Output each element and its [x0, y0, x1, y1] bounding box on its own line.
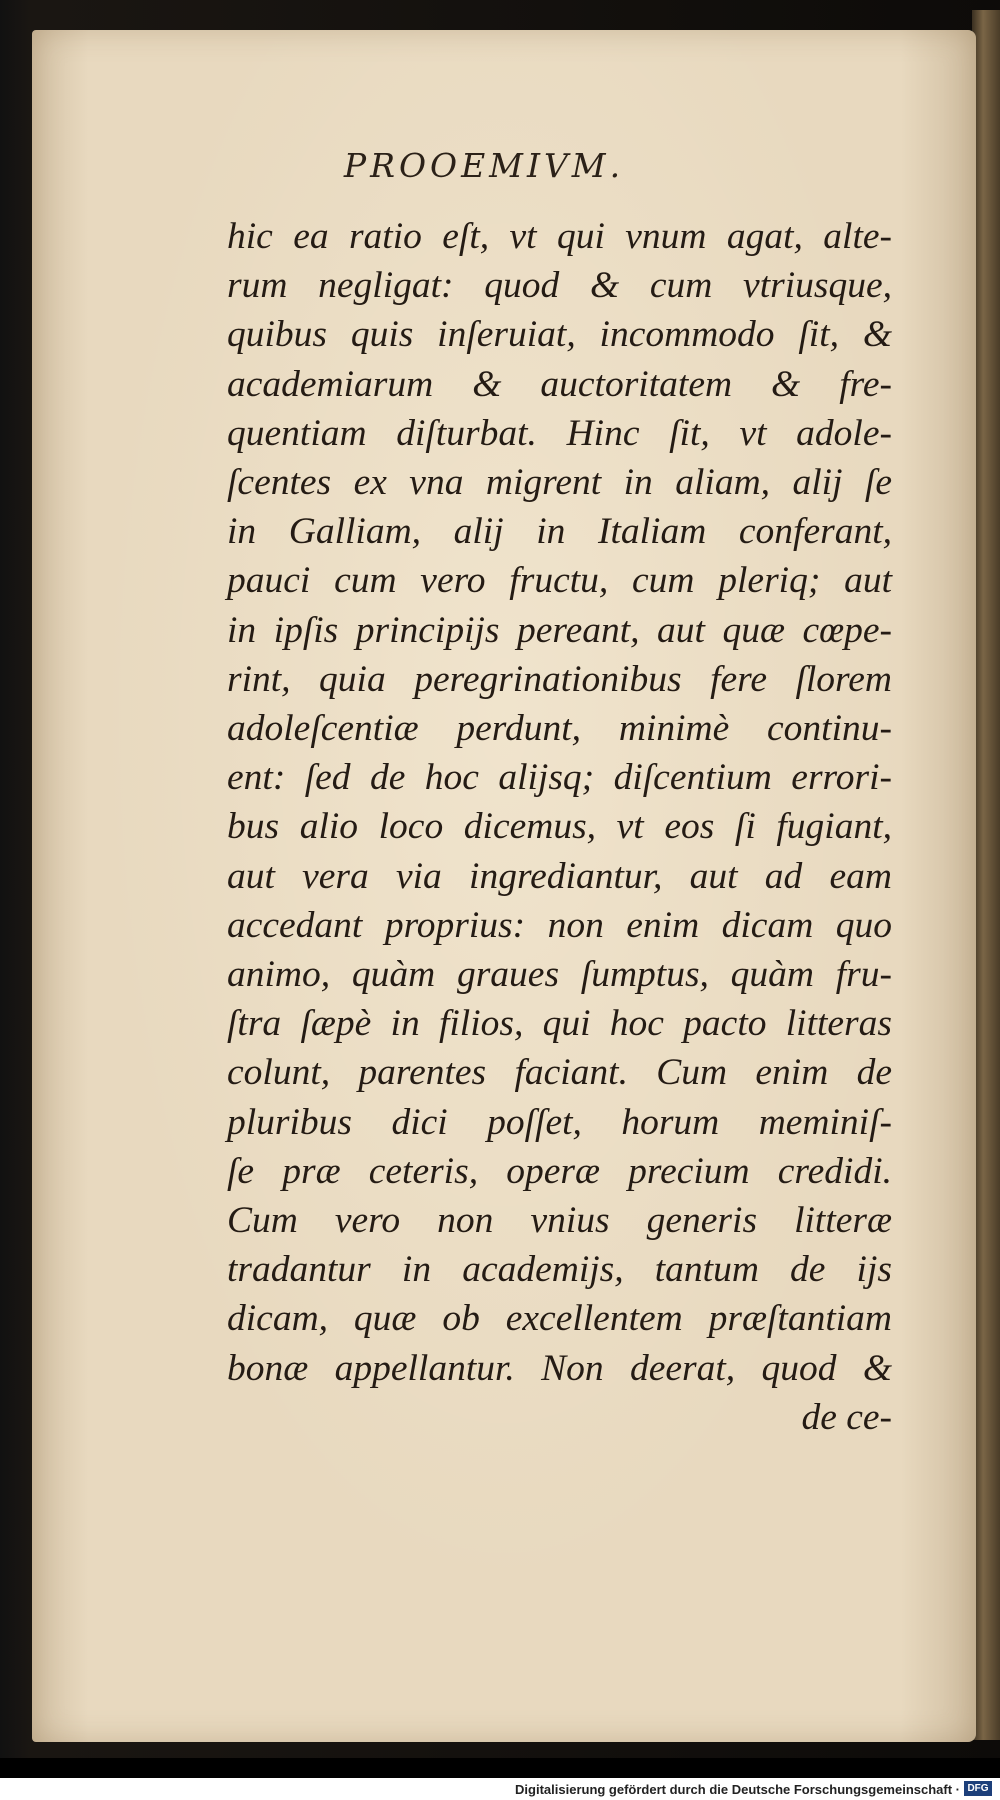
- body-text: [227, 212, 892, 1442]
- text-line: pauci cum vero fructu, cum pleriq; aut: [227, 560, 892, 602]
- book-page: [32, 30, 976, 1742]
- text-line: pluribus dici poſſet, horum meminiſ-: [227, 1101, 892, 1143]
- text-line: hic ea ratio eſt, vt qui vnum agat, alte-: [227, 216, 892, 257]
- text-line: aut vera via ingrediantur, aut ad eam: [227, 855, 892, 897]
- running-head: PROOEMIVM.: [343, 146, 625, 185]
- text-line: animo, quàm graues ſumptus, quàm fru-: [227, 954, 892, 996]
- text-line: tradantur in academijs, tantum de ijs: [227, 1249, 892, 1291]
- text-line: adoleſcentiæ perdunt, minimè continu-: [227, 708, 892, 750]
- text-line: in ipſis principijs pereant, aut quæ cœpe-: [227, 609, 892, 651]
- funding-credit: Digitalisierung gefördert durch die Deutsche Forschungsgemeinschaft ·: [515, 1782, 960, 1797]
- text-line: de ce-: [801, 1396, 892, 1438]
- dfg-logo: DFG: [964, 1781, 992, 1796]
- text-line: academiarum & auctoritatem & fre-: [227, 363, 892, 405]
- text-line: rint, quia peregrinationibus fere ſlorem: [227, 658, 892, 700]
- text-line: accedant proprius: non enim dicam quo: [227, 904, 892, 946]
- text-line: ſcentes ex vna migrent in aliam, alij ſe: [227, 462, 892, 504]
- text-line: quentiam diſturbat. Hinc ſit, vt adole-: [227, 412, 892, 454]
- text-line: Cum vero non vnius generis litteræ: [227, 1200, 892, 1242]
- text-line: bonæ appellantur. Non deerat, quod &: [227, 1347, 892, 1389]
- text-line: ſtra ſæpè in filios, qui hoc pacto litteras: [227, 1003, 892, 1045]
- text-line: dicam, quæ ob excellentem præſtantiam: [227, 1298, 892, 1340]
- text-line: bus alio loco dicemus, vt eos ſi fugiant,: [227, 806, 892, 848]
- text-line: ſe præ ceteris, operæ precium credidi.: [227, 1150, 892, 1192]
- text-line: ent: ſed de hoc alijsq; diſcentium errori-: [227, 757, 892, 799]
- text-line: in Galliam, alij in Italiam conferant,: [227, 511, 892, 553]
- text-line: rum negligat: quod & cum vtriusque,: [227, 265, 892, 307]
- page-edge: [972, 10, 1000, 1740]
- text-line: quibus quis inſeruiat, incommodo ſit, &: [227, 314, 892, 356]
- text-line: colunt, parentes faciant. Cum enim de: [227, 1052, 892, 1094]
